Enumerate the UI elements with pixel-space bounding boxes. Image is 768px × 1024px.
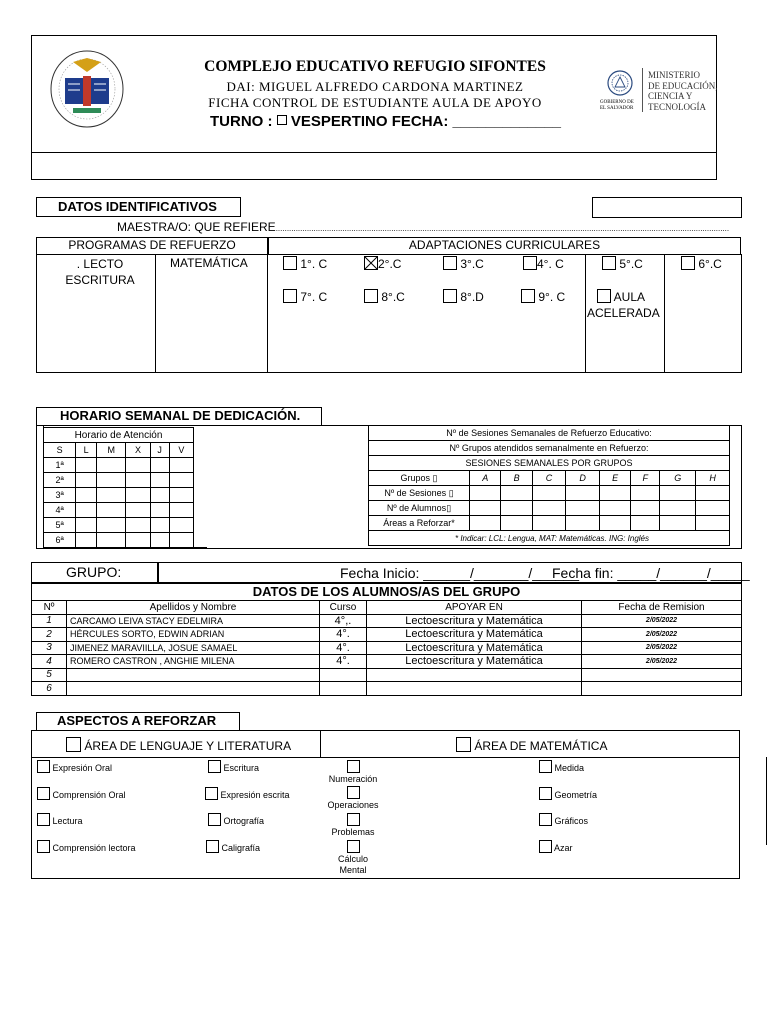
row-sesiones-label: Nº de Sesiones xyxy=(384,487,447,498)
row-curso[interactable]: 4°. xyxy=(320,641,367,655)
cell[interactable] xyxy=(126,473,150,488)
item-label: Ortografía xyxy=(223,816,265,826)
row-num: 2 xyxy=(32,628,67,642)
cell[interactable] xyxy=(150,458,169,473)
horario-row xyxy=(44,533,194,548)
alumnos-table xyxy=(31,600,742,696)
horario-row xyxy=(44,473,194,488)
header-divider xyxy=(31,152,717,153)
item-comprension-lectora[interactable] xyxy=(37,840,136,853)
cell[interactable] xyxy=(126,488,150,503)
grade-9c[interactable] xyxy=(521,289,565,304)
col-divider-4 xyxy=(664,254,665,373)
grupos-label: Grupos xyxy=(400,472,431,483)
area-lenguaje[interactable] xyxy=(66,737,291,753)
cell[interactable] xyxy=(501,486,532,501)
table-row xyxy=(32,655,742,669)
school-name: COMPLEJO EDUCATIVO REFUGIO SIFONTES xyxy=(204,58,546,75)
grade-7c[interactable] xyxy=(283,289,327,304)
lenguaje-label: ÁREA DE LENGUAJE Y LITERATURA xyxy=(84,739,292,753)
ministry-line-3: CIENCIA Y xyxy=(648,91,693,101)
item-label: Lectura xyxy=(52,816,83,826)
cell[interactable] xyxy=(150,473,169,488)
grade-8c-label: 8°.C xyxy=(381,290,405,304)
row-apoyar[interactable]: Lectoescritura y Matemática xyxy=(367,655,582,669)
cell[interactable] xyxy=(126,503,150,518)
col-fecha: Fecha de Remision xyxy=(582,601,742,615)
checkbox[interactable] xyxy=(205,787,218,800)
cell[interactable] xyxy=(169,533,193,548)
cell[interactable] xyxy=(696,501,730,516)
cell[interactable] xyxy=(76,533,97,548)
cell[interactable] xyxy=(169,503,193,518)
cell[interactable] xyxy=(470,501,501,516)
day-x: X xyxy=(126,443,150,458)
turno-option: VESPERTINO xyxy=(290,113,388,130)
item-calculo-mental[interactable] xyxy=(320,840,386,876)
horario-row xyxy=(44,503,194,518)
grade-5c-checkbox[interactable] xyxy=(602,256,616,270)
ministry-line-2: DE EDUCACIÓN, xyxy=(648,80,718,91)
checkbox[interactable] xyxy=(206,840,219,853)
table-row xyxy=(32,668,742,682)
cell[interactable] xyxy=(532,516,566,531)
row-name[interactable] xyxy=(67,682,320,696)
item-label: Medida xyxy=(554,763,585,773)
checkbox[interactable] xyxy=(539,813,552,826)
col-curso: Curso xyxy=(320,601,367,615)
cell[interactable] xyxy=(532,486,566,501)
item-label: Comprensión lectora xyxy=(52,843,136,853)
checkbox[interactable] xyxy=(539,760,552,773)
cell[interactable] xyxy=(126,458,150,473)
row-name[interactable]: HÉRCULES SORTO, EDWIN ADRIAN xyxy=(67,628,320,642)
aula-label: AULA xyxy=(613,290,646,304)
day-j: J xyxy=(150,443,169,458)
col-divider-1 xyxy=(155,254,156,373)
cell[interactable] xyxy=(501,501,532,516)
col-divider-3 xyxy=(585,254,586,373)
cell[interactable] xyxy=(599,516,630,531)
checkbox[interactable] xyxy=(208,813,221,826)
cell[interactable] xyxy=(126,518,150,533)
row-name[interactable] xyxy=(67,668,320,682)
row-fecha[interactable]: 2/05/2022 xyxy=(582,614,742,628)
grade-6c-checkbox[interactable] xyxy=(681,256,695,270)
edge-mark xyxy=(766,757,767,845)
cell[interactable] xyxy=(660,486,696,501)
cell[interactable] xyxy=(150,518,169,533)
horario-title: HORARIO SEMANAL DE DEDICACIÓN. xyxy=(60,408,301,423)
checkbox[interactable] xyxy=(208,760,221,773)
cell[interactable] xyxy=(169,488,193,503)
grade-1c-label: 1°. C xyxy=(300,257,328,271)
row-fecha[interactable] xyxy=(582,682,742,696)
row-fecha[interactable]: 2/05/2022 xyxy=(582,641,742,655)
fecha-inicio[interactable]: Fecha Inicio: ______/_______/______ xyxy=(340,565,579,581)
areas-note: * Indicar: LCL: Lengua, MAT: Matemáticas. ING: Inglés xyxy=(369,531,730,546)
ministry-line-1: MINISTERIO xyxy=(648,70,700,80)
matematica-label: MATEMÁTICA xyxy=(170,256,248,270)
checkbox[interactable] xyxy=(539,787,552,800)
ficha-line: FICHA CONTROL DE ESTUDIANTE AULA DE APOYO xyxy=(208,95,542,110)
lecto-label xyxy=(50,256,150,288)
ministry-label xyxy=(648,70,718,112)
acelerada-label: ACELERADA xyxy=(587,306,660,320)
item-label: Expresión Oral xyxy=(52,763,113,773)
item-label: Cálculo xyxy=(337,854,368,864)
checkbox[interactable] xyxy=(347,813,360,826)
item-label: Operaciones xyxy=(327,800,379,810)
cell[interactable] xyxy=(76,518,97,533)
group-letter: B xyxy=(501,471,532,486)
group-letter: H xyxy=(696,471,730,486)
group-letter: C xyxy=(532,471,566,486)
grade-9c-label: 9°. C xyxy=(538,290,566,304)
aula-acelerada-checkbox[interactable] xyxy=(597,289,611,303)
grade-2c[interactable] xyxy=(364,256,401,271)
adaptaciones-label: ADAPTACIONES CURRICULARES xyxy=(408,238,601,252)
turno-label: TURNO : xyxy=(210,113,273,130)
aspectos-divider xyxy=(320,730,321,758)
group-letter: E xyxy=(599,471,630,486)
grade-8c-checkbox[interactable] xyxy=(364,289,378,303)
item-expresion-oral[interactable] xyxy=(37,760,112,773)
cell[interactable] xyxy=(696,516,730,531)
col-divider-2 xyxy=(267,254,268,373)
period-label: 3ª xyxy=(44,488,76,503)
item-ortografia[interactable] xyxy=(208,813,264,826)
lenguaje-checkbox[interactable] xyxy=(66,737,81,752)
turno-checkbox[interactable] xyxy=(277,115,287,125)
cell[interactable] xyxy=(76,473,97,488)
grade-8d-label: 8°.D xyxy=(460,290,484,304)
horario-grid xyxy=(43,427,194,548)
programas-label: PROGRAMAS DE REFUERZO xyxy=(68,238,236,252)
ministry-line-4: TECNOLOGÍA xyxy=(648,101,706,112)
item-label: Gráficos xyxy=(554,816,589,826)
cell[interactable] xyxy=(76,458,97,473)
cell[interactable] xyxy=(150,503,169,518)
row-apoyar[interactable]: Lectoescritura y Matemática xyxy=(367,614,582,628)
checkbox[interactable] xyxy=(37,813,50,826)
cell[interactable] xyxy=(76,488,97,503)
grade-3c-checkbox[interactable] xyxy=(443,256,457,270)
row-curso[interactable]: 4°,. xyxy=(320,614,367,628)
item-caligrafia[interactable] xyxy=(206,840,260,853)
grade-7c-checkbox[interactable] xyxy=(283,289,297,303)
cell[interactable] xyxy=(76,503,97,518)
group-letter: F xyxy=(631,471,660,486)
row-fecha[interactable] xyxy=(582,668,742,682)
grade-8d-checkbox[interactable] xyxy=(443,289,457,303)
cell[interactable] xyxy=(599,501,630,516)
day-v: V xyxy=(169,443,193,458)
cell[interactable] xyxy=(97,503,126,518)
cell[interactable] xyxy=(97,488,126,503)
maestra-line xyxy=(117,220,730,234)
row-apoyar[interactable] xyxy=(367,668,582,682)
period-label: 6ª xyxy=(44,533,76,548)
cell[interactable] xyxy=(566,501,600,516)
checkbox[interactable] xyxy=(37,787,50,800)
gov-line-1: GOBIERNO DE xyxy=(600,100,634,105)
row-apoyar[interactable]: Lectoescritura y Matemática xyxy=(367,628,582,642)
row-curso[interactable]: 4°. xyxy=(320,655,367,669)
datos-right-box[interactable] xyxy=(592,197,742,218)
area-matematica[interactable] xyxy=(456,737,607,753)
row-fecha[interactable]: 2/05/2022 xyxy=(582,628,742,642)
grade-6c-label: 6°.C xyxy=(698,257,722,271)
period-label: 4ª xyxy=(44,503,76,518)
grade-7c-label: 7°. C xyxy=(300,290,328,304)
row-name[interactable]: CARCAMO LEIVA STACY EDELMIRA xyxy=(67,614,320,628)
row-num: 3 xyxy=(32,641,67,655)
item-numeracion[interactable] xyxy=(320,760,386,785)
ministry-divider xyxy=(642,68,643,112)
fecha-fin[interactable]: Fecha fin: _____/______/_____ xyxy=(552,565,750,581)
item-label-2: Mental xyxy=(339,865,367,875)
grupo-label: GRUPO: xyxy=(66,564,122,580)
row-num: 1 xyxy=(32,614,67,628)
col-num: Nº xyxy=(32,601,67,615)
sesiones-por-grupos-label: SESIONES SEMANALES POR GRUPOS xyxy=(369,456,730,471)
cell[interactable] xyxy=(660,516,696,531)
row-num: 6 xyxy=(32,682,67,696)
item-escritura[interactable] xyxy=(208,760,259,773)
item-label: Problemas xyxy=(331,827,375,837)
horario-row xyxy=(44,518,194,533)
check-x-icon xyxy=(364,256,378,270)
cell[interactable] xyxy=(97,533,126,548)
item-problemas[interactable] xyxy=(320,813,386,838)
table-row xyxy=(32,614,742,628)
gov-label xyxy=(600,100,634,112)
grade-9c-checkbox[interactable] xyxy=(521,289,535,303)
cell[interactable] xyxy=(169,518,193,533)
item-label: Azar xyxy=(554,843,573,853)
grade-3c[interactable] xyxy=(443,256,484,271)
cell[interactable] xyxy=(97,458,126,473)
maestra-dots: ............................................................................................................................................................................................................ xyxy=(275,224,730,233)
item-azar[interactable] xyxy=(539,840,573,853)
grade-4c-label: 4°. C xyxy=(537,257,564,271)
grade-6c[interactable] xyxy=(681,256,722,271)
day-s: S xyxy=(44,443,76,458)
grade-5c-label: 5°.C xyxy=(619,257,643,271)
day-m: M xyxy=(97,443,126,458)
row-curso[interactable] xyxy=(320,668,367,682)
row-num: 5 xyxy=(32,668,67,682)
horario-atencion-label: Horario de Atención xyxy=(44,428,194,443)
cell[interactable] xyxy=(532,501,566,516)
grade-1c-checkbox[interactable] xyxy=(283,256,297,270)
sesiones-semanales-label: Nº de Sesiones Semanales de Refuerzo Educativo: xyxy=(369,426,730,441)
grupos-header: Grupos ▯ xyxy=(369,471,470,486)
row-apoyar[interactable]: Lectoescritura y Matemática xyxy=(367,641,582,655)
item-graficos[interactable] xyxy=(539,813,588,826)
col-apoyar: APOYAR EN xyxy=(367,601,582,615)
group-letter: D xyxy=(566,471,600,486)
gov-line-2: EL SALVADOR xyxy=(600,106,634,111)
checkbox[interactable] xyxy=(347,760,360,773)
matematica-area-label: ÁREA DE MATEMÁTICA xyxy=(474,739,608,753)
cell[interactable] xyxy=(566,516,600,531)
table-row xyxy=(32,628,742,642)
fecha-label: FECHA: xyxy=(391,113,449,130)
turno-line xyxy=(210,113,561,130)
grade-1c[interactable] xyxy=(283,256,327,271)
grade-3c-label: 3°.C xyxy=(460,257,484,271)
aspectos-title: ASPECTOS A REFORZAR xyxy=(57,713,217,728)
horario-bottom-rule xyxy=(43,547,207,548)
item-label: Geometría xyxy=(554,790,598,800)
checkbox[interactable] xyxy=(539,840,552,853)
grade-4c[interactable] xyxy=(523,256,564,271)
alumnos-title: DATOS DE LOS ALUMNOS/AS DEL GRUPO xyxy=(252,584,521,599)
cell[interactable] xyxy=(470,516,501,531)
checkbox[interactable] xyxy=(347,840,360,853)
item-label: Comprensión Oral xyxy=(52,790,126,800)
cell[interactable] xyxy=(97,473,126,488)
cell[interactable] xyxy=(599,486,630,501)
item-expresion-escrita[interactable] xyxy=(205,787,290,800)
row-sesiones: Nº de Sesiones ▯ xyxy=(369,486,470,501)
grade-2c-label: 2°.C xyxy=(378,257,402,271)
matematica-checkbox[interactable] xyxy=(456,737,471,752)
grade-4c-checkbox[interactable] xyxy=(523,256,537,270)
period-label: 1ª xyxy=(44,458,76,473)
item-geometria[interactable] xyxy=(539,787,597,800)
day-l: L xyxy=(76,443,97,458)
cell[interactable] xyxy=(631,486,660,501)
group-letter: A xyxy=(470,471,501,486)
cell[interactable] xyxy=(150,488,169,503)
grade-2c-checkbox-checked[interactable] xyxy=(364,256,378,270)
row-name[interactable]: JIMENEZ MARAVIILLA, JOSUE SAMAEL xyxy=(67,641,320,655)
grade-aula-acelerada[interactable] xyxy=(587,289,663,321)
cell[interactable] xyxy=(696,486,730,501)
row-curso[interactable]: 4°. xyxy=(320,628,367,642)
grade-8d[interactable] xyxy=(443,289,484,304)
checkbox[interactable] xyxy=(37,840,50,853)
cell[interactable] xyxy=(660,501,696,516)
el-salvador-seal-icon xyxy=(606,69,634,97)
row-curso[interactable] xyxy=(320,682,367,696)
cell[interactable] xyxy=(631,501,660,516)
period-label: 5ª xyxy=(44,518,76,533)
item-operaciones[interactable] xyxy=(320,786,386,811)
cell[interactable] xyxy=(631,516,660,531)
cell[interactable] xyxy=(169,473,193,488)
item-medida[interactable] xyxy=(539,760,584,773)
cell[interactable] xyxy=(126,533,150,548)
cell[interactable] xyxy=(566,486,600,501)
col-name: Apellidos y Nombre xyxy=(67,601,320,615)
group-letter: G xyxy=(660,471,696,486)
datos-title: DATOS IDENTIFICATIVOS xyxy=(58,199,217,214)
row-alumnos: Nº de Alumnos▯ xyxy=(369,501,470,516)
grade-5c[interactable] xyxy=(602,256,643,271)
checkbox[interactable] xyxy=(347,786,360,799)
row-alumnos-label: Nº de Alumnos xyxy=(386,502,447,513)
dai-line: DAI: MIGUEL ALFREDO CARDONA MARTINEZ xyxy=(226,79,524,94)
checkbox[interactable] xyxy=(37,760,50,773)
table-row xyxy=(32,641,742,655)
cell[interactable] xyxy=(97,518,126,533)
grade-8c[interactable] xyxy=(364,289,405,304)
horario-row xyxy=(44,458,194,473)
row-name[interactable]: ROMERO CASTRON , ANGHIE MILENA xyxy=(67,655,320,669)
item-comprension-oral[interactable] xyxy=(37,787,126,800)
period-label: 2ª xyxy=(44,473,76,488)
item-label: Caligrafía xyxy=(221,843,261,853)
row-fecha[interactable]: 2/05/2022 xyxy=(582,655,742,669)
item-lectura[interactable] xyxy=(37,813,83,826)
horario-row xyxy=(44,488,194,503)
item-label: Expresión escrita xyxy=(220,790,290,800)
maestra-label: MAESTRA/O: QUE REFIERE xyxy=(117,220,276,234)
school-seal-icon xyxy=(48,48,126,130)
cell[interactable] xyxy=(501,516,532,531)
row-areas: Áreas a Reforzar* xyxy=(369,516,470,531)
item-label: Escritura xyxy=(223,763,260,773)
item-label: Numeración xyxy=(328,774,378,784)
lecto-text: . LECTO xyxy=(76,257,124,271)
row-apoyar[interactable] xyxy=(367,682,582,696)
table-row xyxy=(32,682,742,696)
cell[interactable] xyxy=(169,458,193,473)
cell[interactable] xyxy=(470,486,501,501)
escritura-text: ESCRITURA xyxy=(65,273,135,287)
row-num: 4 xyxy=(32,655,67,669)
grupos-atendidos-label: Nº Grupos atendidos semanalmente en Refuerzo: xyxy=(369,441,730,456)
fecha-value: _____________ xyxy=(452,113,561,130)
cell[interactable] xyxy=(150,533,169,548)
sesiones-table xyxy=(368,425,730,546)
